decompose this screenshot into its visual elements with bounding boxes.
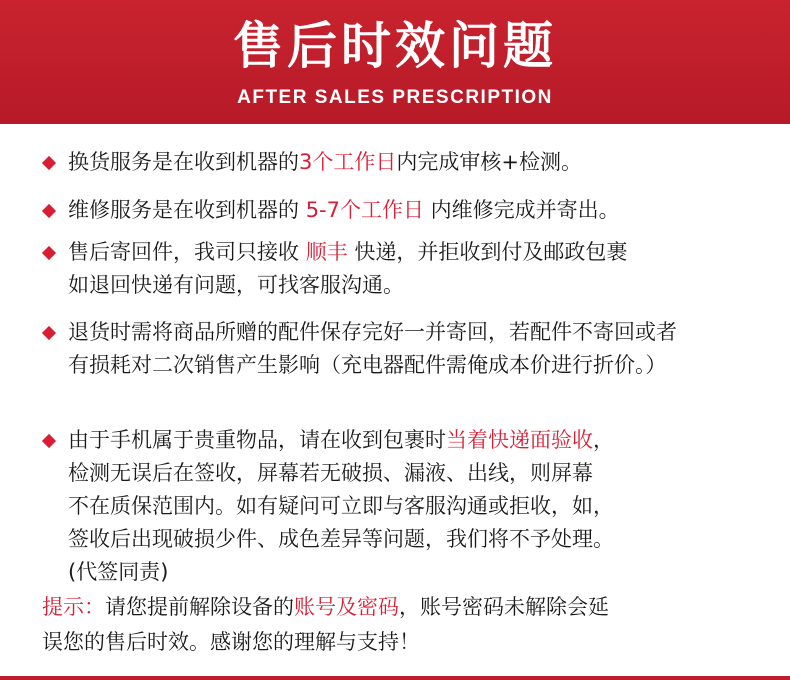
list-item-refund [42,316,762,382]
text-line: 检测无误后在签收，屏幕若无破损、漏液、出线，则屏幕 [68,461,593,485]
text-line: 签收后出现破损少件、成色差异等问题，我们将不予处理。 [68,527,614,551]
bullet-line: 维修服务是在收到机器的 5-7个工作日 内维修完成并寄出。 [42,194,762,227]
text-line: (代签同责) [68,560,169,584]
page-title: 售后时效问题 [233,17,557,75]
highlight-text: 账号及密码 [294,595,399,619]
bullet-line: 由于手机属于贵重物品，请在收到包裹时当着快递面验收， [42,424,762,457]
bullet-line: 退货时需将商品所赠的配件保存完好一并寄回，若配件不寄回或者 [42,316,762,349]
tip-line: 提示：请您提前解除设备的账号及密码，账号密码未解除会延 [42,595,609,619]
list-item-inspection [42,424,762,589]
footer-bar [0,676,790,680]
tip-label: 提示： [42,595,105,619]
list-item-repair [42,194,762,227]
highlight-text: 3个工作日 [299,150,397,174]
text-line: 有损耗对二次销售产生影响（充电器配件需俺成本价进行折价。） [68,353,667,377]
header-banner [0,0,790,124]
page-subtitle: AFTER SALES PRESCRIPTION [237,87,553,108]
list-item-return-shipping [42,236,762,302]
text-line: 不在质保范围内。如有疑问可立即与客服沟通或拒收，如， [68,494,614,518]
highlight-text: 当着快递面验收 [446,428,593,452]
bullet-line: 换货服务是在收到机器的3个工作日内完成审核+检测。 [42,146,762,179]
text-line: 如退回快递有问题，可找客服沟通。 [68,273,404,297]
tip-block [42,590,762,660]
bullet-line: 售后寄回件，我司只接收 顺丰 快递，并拒收到付及邮政包裹 [42,236,762,269]
highlight-text: 5-7个工作日 [305,198,424,222]
tip-line: 误您的售后时效。感谢您的理解与支持！ [42,630,420,654]
list-item-exchange [42,146,762,179]
highlight-text: 顺丰 [305,240,348,264]
content-area [0,124,790,680]
